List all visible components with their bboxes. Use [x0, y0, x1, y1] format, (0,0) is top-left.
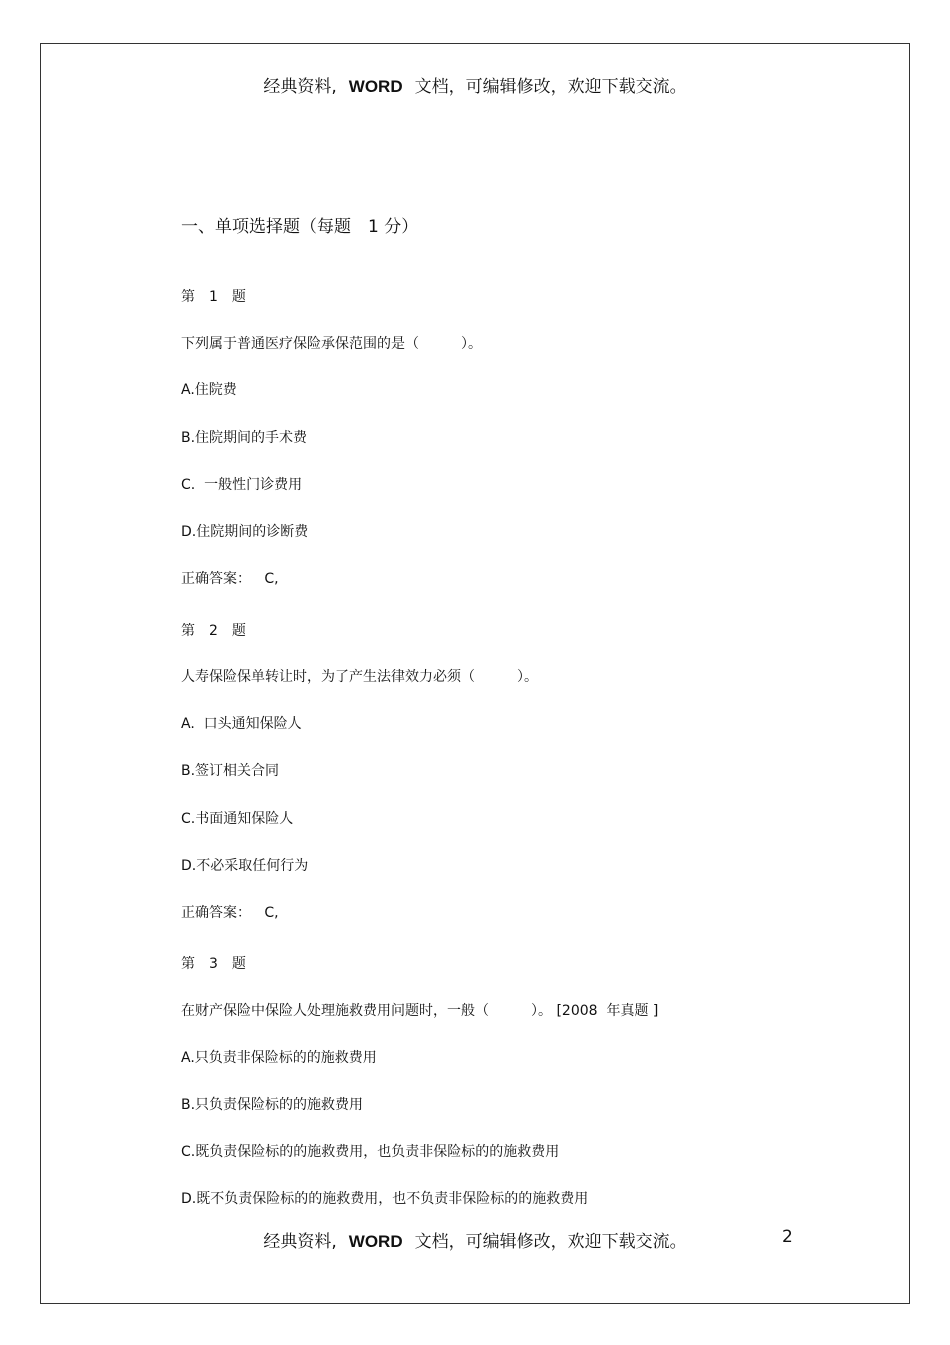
footer-prefix: 经典资料,: [263, 1232, 337, 1252]
question-1-answer: 正确答案： C,: [181, 571, 279, 587]
header-prefix: 经典资料,: [263, 77, 337, 97]
question-2-option-a: A. 口头通知保险人: [181, 716, 302, 732]
question-1-stem: 下列属于普通医疗保险承保范围的是（ ）。: [181, 336, 482, 352]
page-number: 2: [782, 1227, 793, 1247]
question-1-option-c: C. 一般性门诊费用: [181, 477, 303, 493]
question-2-option-d: D.不必采取任何行为: [181, 858, 309, 874]
question-3-number: 第 3 题: [181, 956, 246, 972]
question-3-option-d: D.既不负责保险标的的施救费用，也不负责非保险标的的施救费用: [181, 1191, 589, 1207]
question-3-stem: 在财产保险中保险人处理施救费用问题时，一般（ ）。 [2008 年真题 ]: [181, 1003, 659, 1019]
question-2-option-b: B.签订相关合同: [181, 763, 280, 779]
question-1-option-b: B.住院期间的手术费: [181, 430, 308, 446]
question-1-option-a: A.住院费: [181, 382, 237, 398]
question-1-number: 第 1 题: [181, 289, 246, 305]
question-2-answer: 正确答案： C,: [181, 905, 279, 921]
header-suffix: 文档，可编辑修改，欢迎下载交流。: [414, 77, 687, 97]
question-2-number: 第 2 题: [181, 623, 246, 639]
question-2-option-c: C.书面通知保险人: [181, 811, 294, 827]
footer-suffix: 文档，可编辑修改，欢迎下载交流。: [414, 1232, 687, 1252]
question-3-option-c: C.既负责保险标的的施救费用，也负责非保险标的的施救费用: [181, 1144, 560, 1160]
header-banner: [0, 72, 950, 97]
question-1-option-d: D.住院期间的诊断费: [181, 524, 309, 540]
footer-word: WORD: [348, 1232, 403, 1251]
question-3-option-b: B.只负责保险标的的施救费用: [181, 1097, 364, 1113]
question-3-option-a: A.只负责非保险标的的施救费用: [181, 1050, 377, 1066]
question-2-stem: 人寿保险保单转让时，为了产生法律效力必须（ ）。: [181, 669, 538, 685]
footer-banner: [0, 1227, 950, 1252]
section-title: 一、单项选择题（每题 1 分）: [181, 217, 419, 237]
header-word: WORD: [348, 77, 403, 96]
